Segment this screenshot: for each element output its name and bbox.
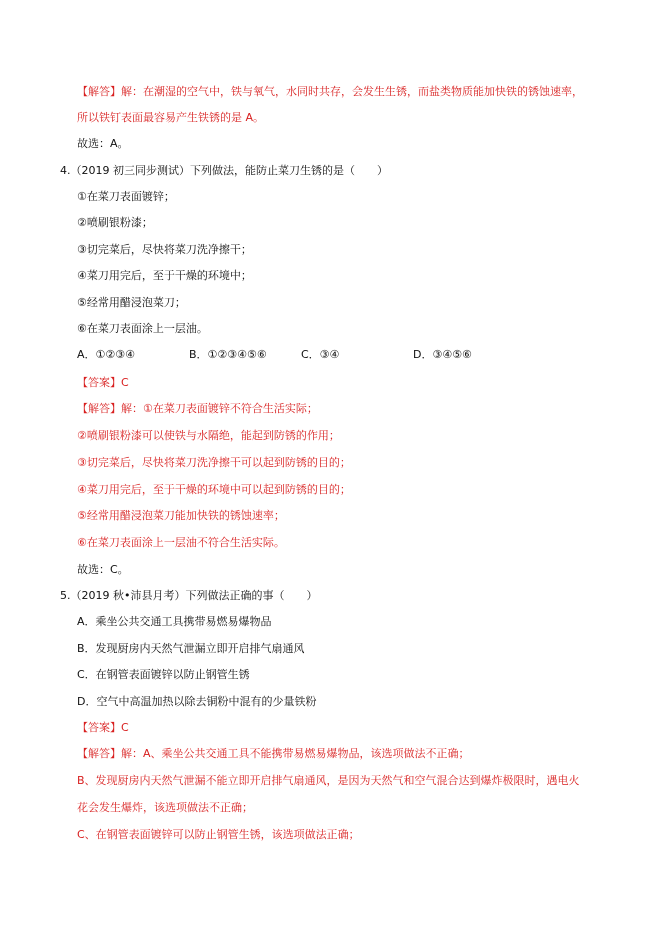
- q5-option-c: C．在钢管表面镀锌以防止钢管生锈: [77, 668, 250, 681]
- q4-item-3: ③切完菜后，尽快将菜刀洗净擦干；: [77, 243, 252, 256]
- q4-option-d: D．③④⑤⑥: [413, 348, 472, 361]
- q4-question: 4.（2019 初三同步测试）下列做法，能防止菜刀生锈的是（ ）: [60, 164, 388, 177]
- q4-analysis-line6: ⑥在菜刀表面涂上一层油不符合生活实际。: [77, 536, 285, 549]
- q4-item-2: ②喷刷银粉漆；: [77, 216, 153, 229]
- q3-analysis-line2: 所以铁钉表面最容易产生铁锈的是 A。: [77, 111, 265, 124]
- q4-choice: 故选：C。: [77, 563, 129, 576]
- q4-item-5: ⑤经常用醋浸泡菜刀；: [77, 296, 186, 309]
- q5-analysis-line3: 花会发生爆炸，该选项做法不正确；: [77, 801, 253, 814]
- q5-option-d: D．空气中高温加热以除去铜粉中混有的少量铁粉: [77, 695, 317, 708]
- q3-choice: 故选：A。: [77, 137, 129, 150]
- q5-analysis-line1: 【解答】解：A、乘坐公共交通工具不能携带易燃易爆物品，该选项做法不正确；: [77, 747, 470, 760]
- q4-option-b: B．①②③④⑤⑥: [189, 348, 267, 361]
- q4-analysis-line2: ②喷刷银粉漆可以使铁与水隔绝，能起到防锈的作用；: [77, 429, 340, 442]
- q4-option-a: A．①②③④: [77, 348, 135, 361]
- q5-question: 5.（2019 秋•沛县月考）下列做法正确的事（ ）: [60, 589, 318, 602]
- q4-item-1: ①在菜刀表面镀锌；: [77, 190, 175, 203]
- q4-options-row: [77, 348, 577, 362]
- q3-analysis-line1: 【解答】解：在潮湿的空气中，铁与氧气，水同时共存，会发生生锈，而盐类物质能加快铁的锈蚀速率，: [77, 85, 583, 98]
- q4-analysis-line5: ⑤经常用醋浸泡菜刀能加快铁的锈蚀速率；: [77, 509, 285, 522]
- q5-option-a: A．乘坐公共交通工具携带易燃易爆物品: [77, 615, 272, 628]
- q4-analysis-line3: ③切完菜后，尽快将菜刀洗净擦干可以起到防锈的目的；: [77, 456, 351, 469]
- q4-item-6: ⑥在菜刀表面涂上一层油。: [77, 322, 208, 335]
- q5-answer: 【答案】C: [77, 721, 129, 734]
- q5-analysis-line2: B、发现厨房内天然气泄漏不能立即开启排气扇通风，是因为天然气和空气混合达到爆炸极限时，遇电火: [77, 774, 580, 787]
- q4-analysis-line4: ④菜刀用完后，至于干燥的环境中可以起到防锈的目的；: [77, 483, 351, 496]
- q5-option-b: B．发现厨房内天然气泄漏立即开启排气扇通风: [77, 642, 305, 655]
- q4-item-4: ④菜刀用完后，至于干燥的环境中；: [77, 269, 252, 282]
- q4-answer: 【答案】C: [77, 376, 129, 389]
- q4-analysis-line1: 【解答】解：①在菜刀表面镀锌不符合生活实际；: [77, 402, 318, 415]
- q5-analysis-line4: C、在钢管表面镀锌可以防止钢管生锈，该选项做法正确；: [77, 828, 360, 841]
- q4-option-c: C．③④: [301, 348, 340, 361]
